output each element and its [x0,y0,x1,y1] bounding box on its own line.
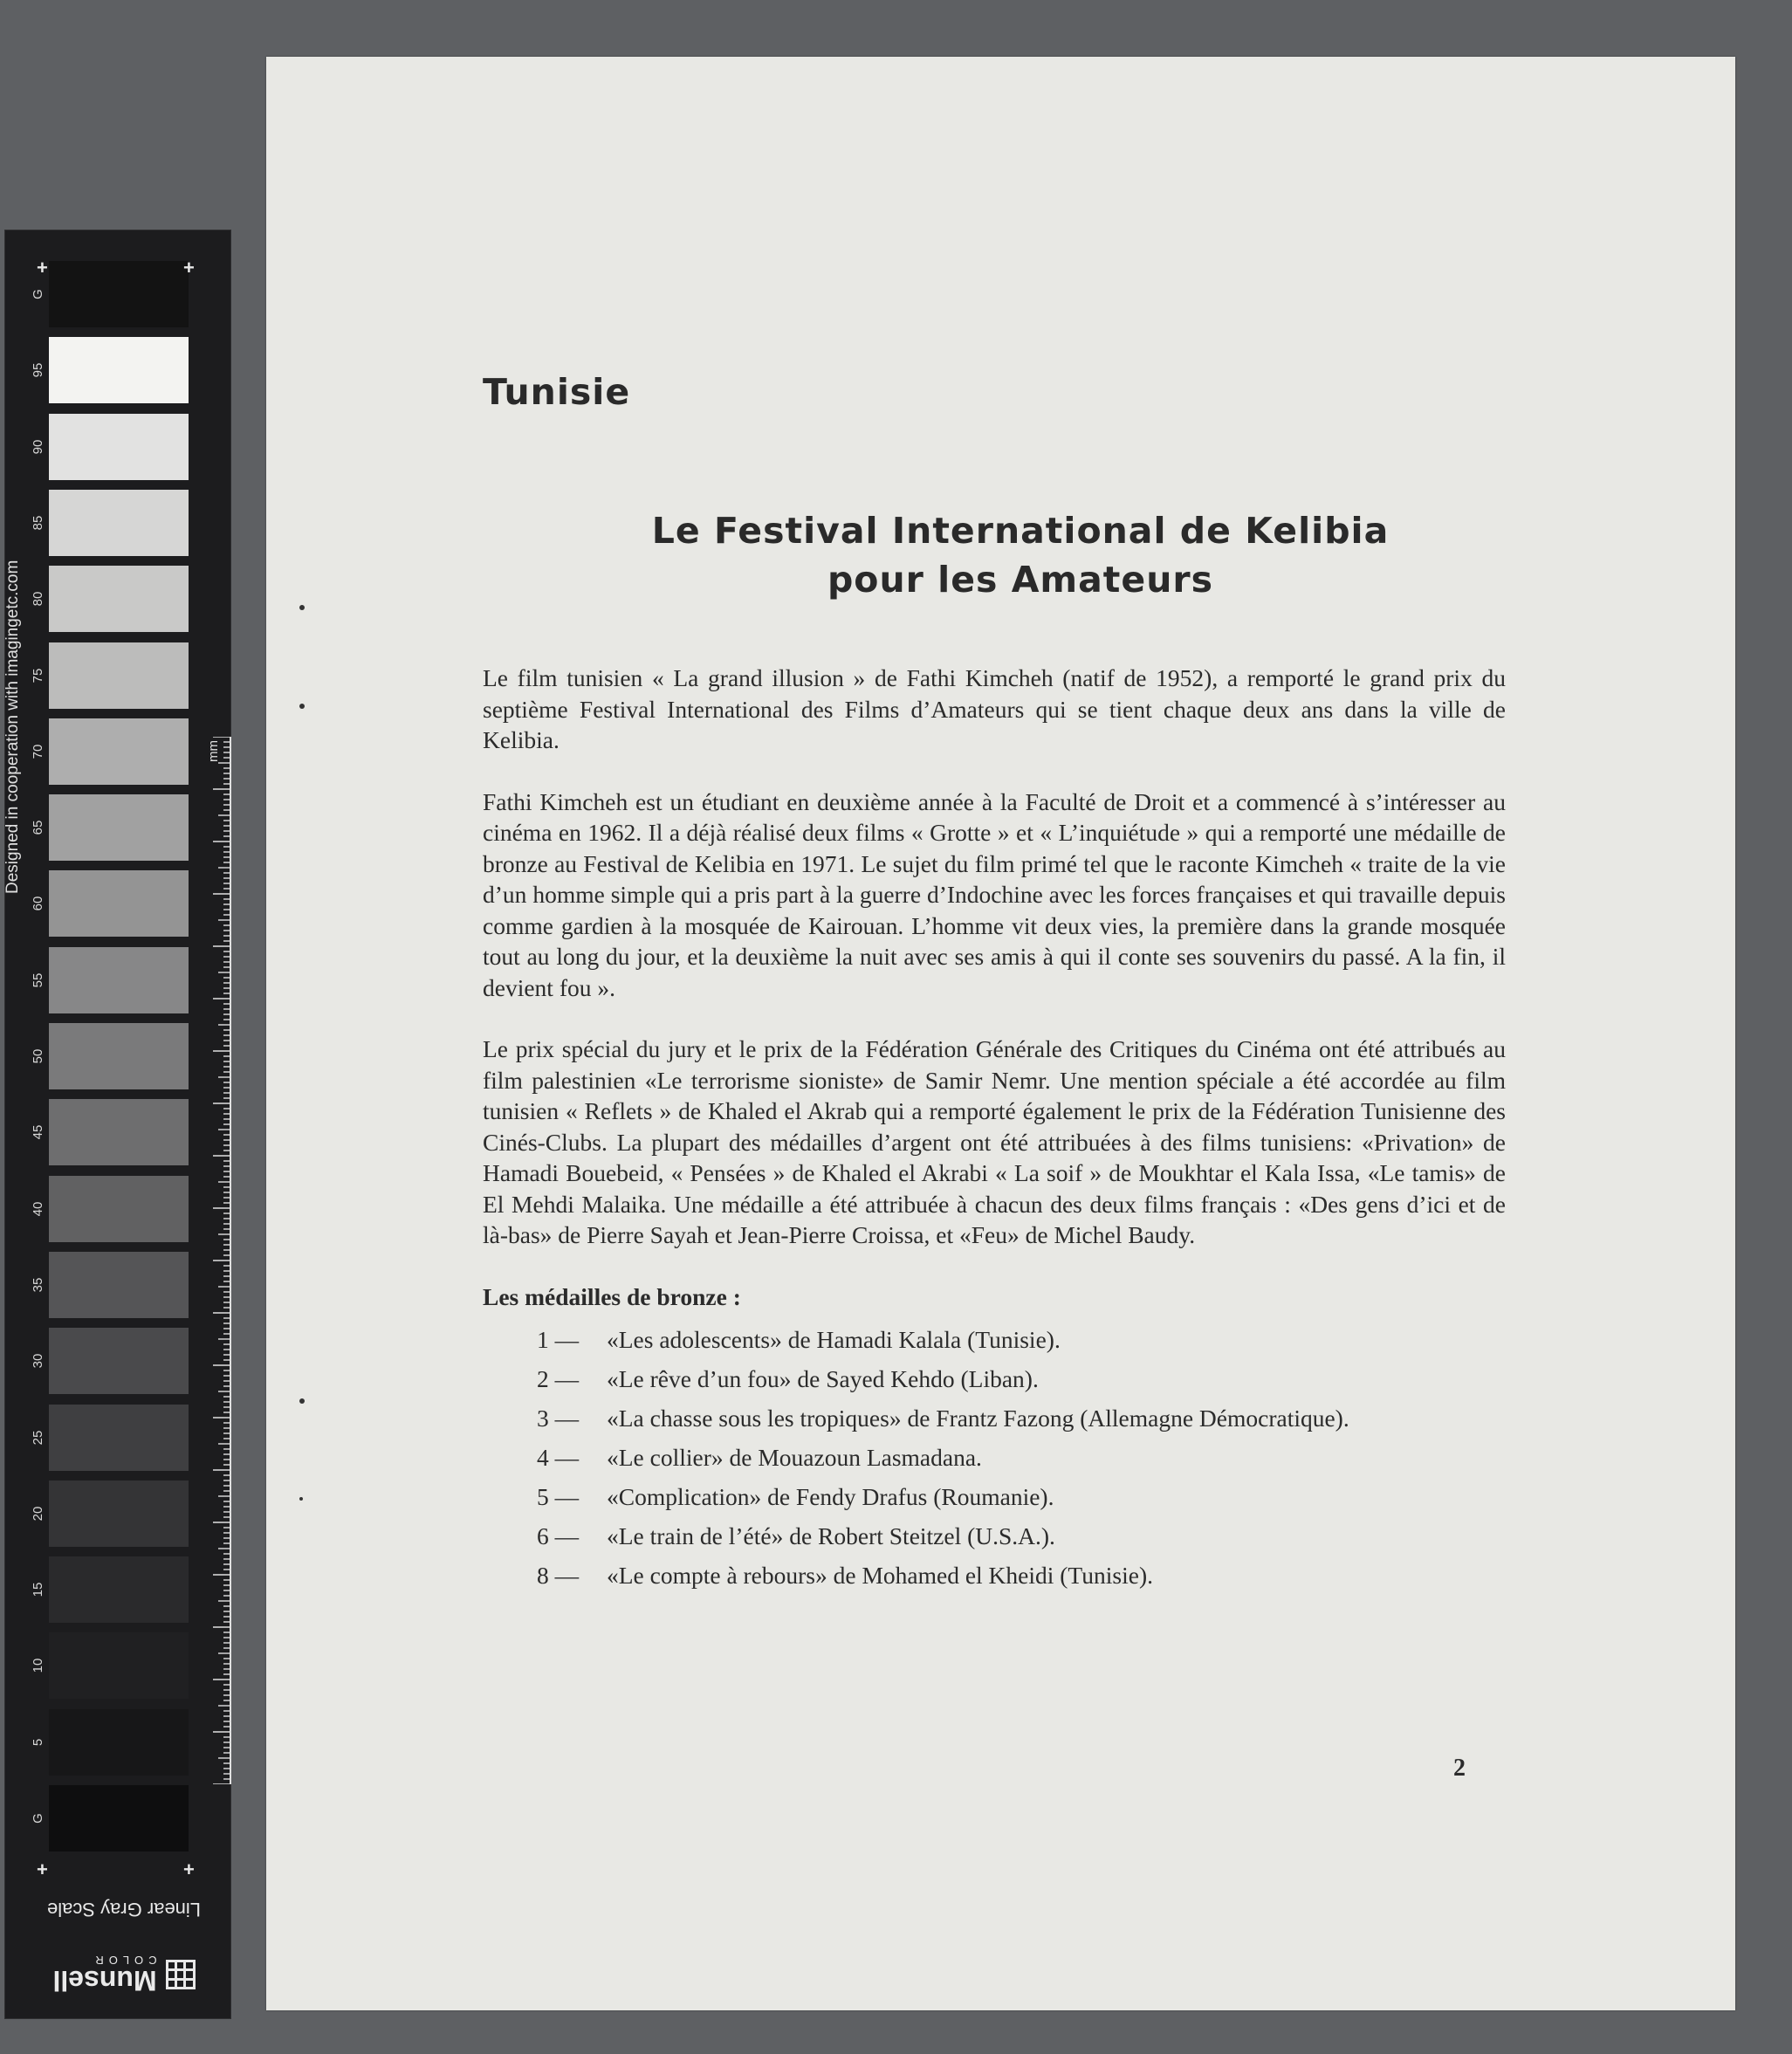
plus-mark-icon: + [183,257,195,278]
list-item [537,1403,1506,1433]
list-item [537,1324,1506,1355]
gray-patch [49,794,189,861]
gray-patch [49,414,189,480]
patch-label: 45 [31,1124,45,1140]
gray-patch [49,1480,189,1547]
article-body [483,663,1506,1599]
gray-patch [49,1709,189,1776]
item-number: 6 — [537,1522,580,1549]
ruler-unit: mm [206,740,221,762]
item-number: 1 — [537,1326,580,1353]
gray-patch [49,1023,189,1089]
gray-patch [49,642,189,709]
munsell-grid-icon [166,1960,196,1989]
gray-patch [49,1099,189,1165]
item-text: «La chasse sous les tropiques» de Frantz Fazong (Allemagne Démocratique). [607,1405,1349,1432]
mm-ruler [208,737,234,1784]
plus-mark-icon: + [183,1858,195,1880]
patch-label: 30 [31,1353,45,1369]
gray-patch [49,870,189,937]
gray-patch [49,1632,189,1699]
gray-patch [49,1252,189,1318]
medals-heading: Les médailles de bronze : [483,1282,741,1310]
list-item [537,1521,1506,1551]
munsell-logo [37,1950,211,1999]
gray-patch [49,1785,189,1851]
gray-patch [49,1176,189,1242]
margin-mark [299,1497,303,1501]
list-item [537,1442,1506,1473]
patch-label: 15 [31,1582,45,1597]
gray-patch [49,1405,189,1471]
title-line-2: pour les Amateurs [827,559,1214,601]
item-number: 8 — [537,1562,580,1589]
patch-label: 95 [31,362,45,378]
patch-label: 80 [31,591,45,607]
patch-label: 90 [31,439,45,454]
gray-patch [49,337,189,403]
paragraph: Le prix spécial du jury et le prix de la Fédération Générale des Critiques du Cinéma ont été attribués au film palestinien «Le terrorisme sioniste» de Samir Nemr. Une mention spéciale a été accordée au film tunisien « Reflets » de Khaled el Akrab qui a remporté également le prix de la Fédération Tunisienne des Cinés-Clubs. La plupart des médailles d’argent ont été attribuées à des films tunisiens: «Privation» de Hamadi Bouebeid, « Pensées » de Khaled el Akrabi « La soif » de Moukhtar el Kala Issa, «Le tamis» de El Mehdi Malaika. Une médaille a été attribuée à chacun des deux films français : «Des gens d’ici et de là-bas» de Pierre Sayah et Jean-Pierre Croissa, et «Feu» de Michel Baudy. [483,1035,1506,1248]
item-text: «Complication» de Fendy Drafus (Roumanie). [607,1483,1054,1510]
gray-patch [49,1328,189,1394]
item-number: 2 — [537,1365,580,1392]
paragraph: Fathi Kimcheh est un étudiant en deuxième année à la Faculté de Droit et a commencé à s’intéresser au cinéma en 1962. Il a déjà réalisé deux films « Grotte » et « L’inquiétude » qui a remporté une médaille de bronze au Festival de Kelibia en 1971. Le sujet du film primé tel que le raconte Kimcheh « traite de la vie d’un homme simple qui a pris part à la guerre d’Indochine avec les forces françaises et qui travaille depuis comme gardien à la mosquée de Kairouan. L’homme vit deux vies, la première dans la grande mosquée tout au long du jour, et la deuxième la nuit avec ses amis à qui il conte ses souvenirs du passé. A la fin, il devient fou ». [483,787,1506,1001]
gray-patch [49,261,189,327]
item-number: 3 — [537,1405,580,1432]
gray-scale-strip [4,230,231,2019]
patch-label: 10 [31,1659,45,1673]
list-item [537,1364,1506,1394]
paragraph: Le film tunisien « La grand illusion » de Fathi Kimcheh (natif de 1952), a remporté le grand prix du septième Festival International des Films d’Amateurs qui se tient chaque deux ans dans la ville de Kelibia. [483,664,1506,753]
patch-label: 40 [31,1201,45,1216]
patch-label: G [31,1813,45,1824]
item-text: «Le compte à rebours» de Mohamed el Kheidi (Tunisie). [607,1562,1153,1589]
item-number: 5 — [537,1483,580,1510]
document-page [266,57,1735,2010]
margin-mark [299,704,305,709]
patch-label: 60 [31,896,45,911]
patch-label: 65 [31,820,45,835]
item-text: «Le rêve d’un fou» de Sayed Kehdo (Liban). [607,1365,1039,1392]
gray-patch [49,1556,189,1623]
margin-mark [299,1398,305,1404]
article-title [266,506,1735,604]
plus-mark-icon: + [37,1858,48,1880]
gray-patch [49,718,189,785]
patch-label: 25 [31,1430,45,1445]
brand-name: Munsell [52,1965,157,1997]
item-number: 4 — [537,1444,580,1471]
patch-label: 20 [31,1506,45,1522]
item-text: «Les adolescents» de Hamadi Kalala (Tunisie). [607,1326,1061,1353]
item-text: «Le collier» de Mouazoun Lasmadana. [607,1444,982,1471]
medals-list [483,1324,1506,1590]
patch-label: G [31,289,45,299]
gray-patch [49,490,189,556]
list-item [537,1481,1506,1512]
list-item [537,1560,1506,1590]
gray-patch [49,566,189,632]
gray-patch [49,947,189,1013]
brand-sub: COLOR [90,1954,157,1968]
strip-credit: Designed in cooperation with imagingetc.com [3,560,22,894]
title-line-1: Le Festival International de Kelibia [651,510,1390,552]
patch-label: 70 [31,744,45,759]
patch-label: 5 [31,1738,45,1746]
page-number: 2 [1453,1755,1466,1782]
patch-label: 85 [31,515,45,531]
patch-label: 75 [31,668,45,683]
margin-mark [299,605,305,610]
plus-mark-icon: + [37,257,48,278]
scale-name: Linear Gray Scale [46,1899,202,1920]
section-heading: Tunisie [483,371,631,413]
patch-label: 50 [31,1048,45,1064]
item-text: «Le train de l’été» de Robert Steitzel (U.S.A.). [607,1522,1055,1549]
patch-label: 55 [31,972,45,988]
patch-label: 35 [31,1277,45,1293]
